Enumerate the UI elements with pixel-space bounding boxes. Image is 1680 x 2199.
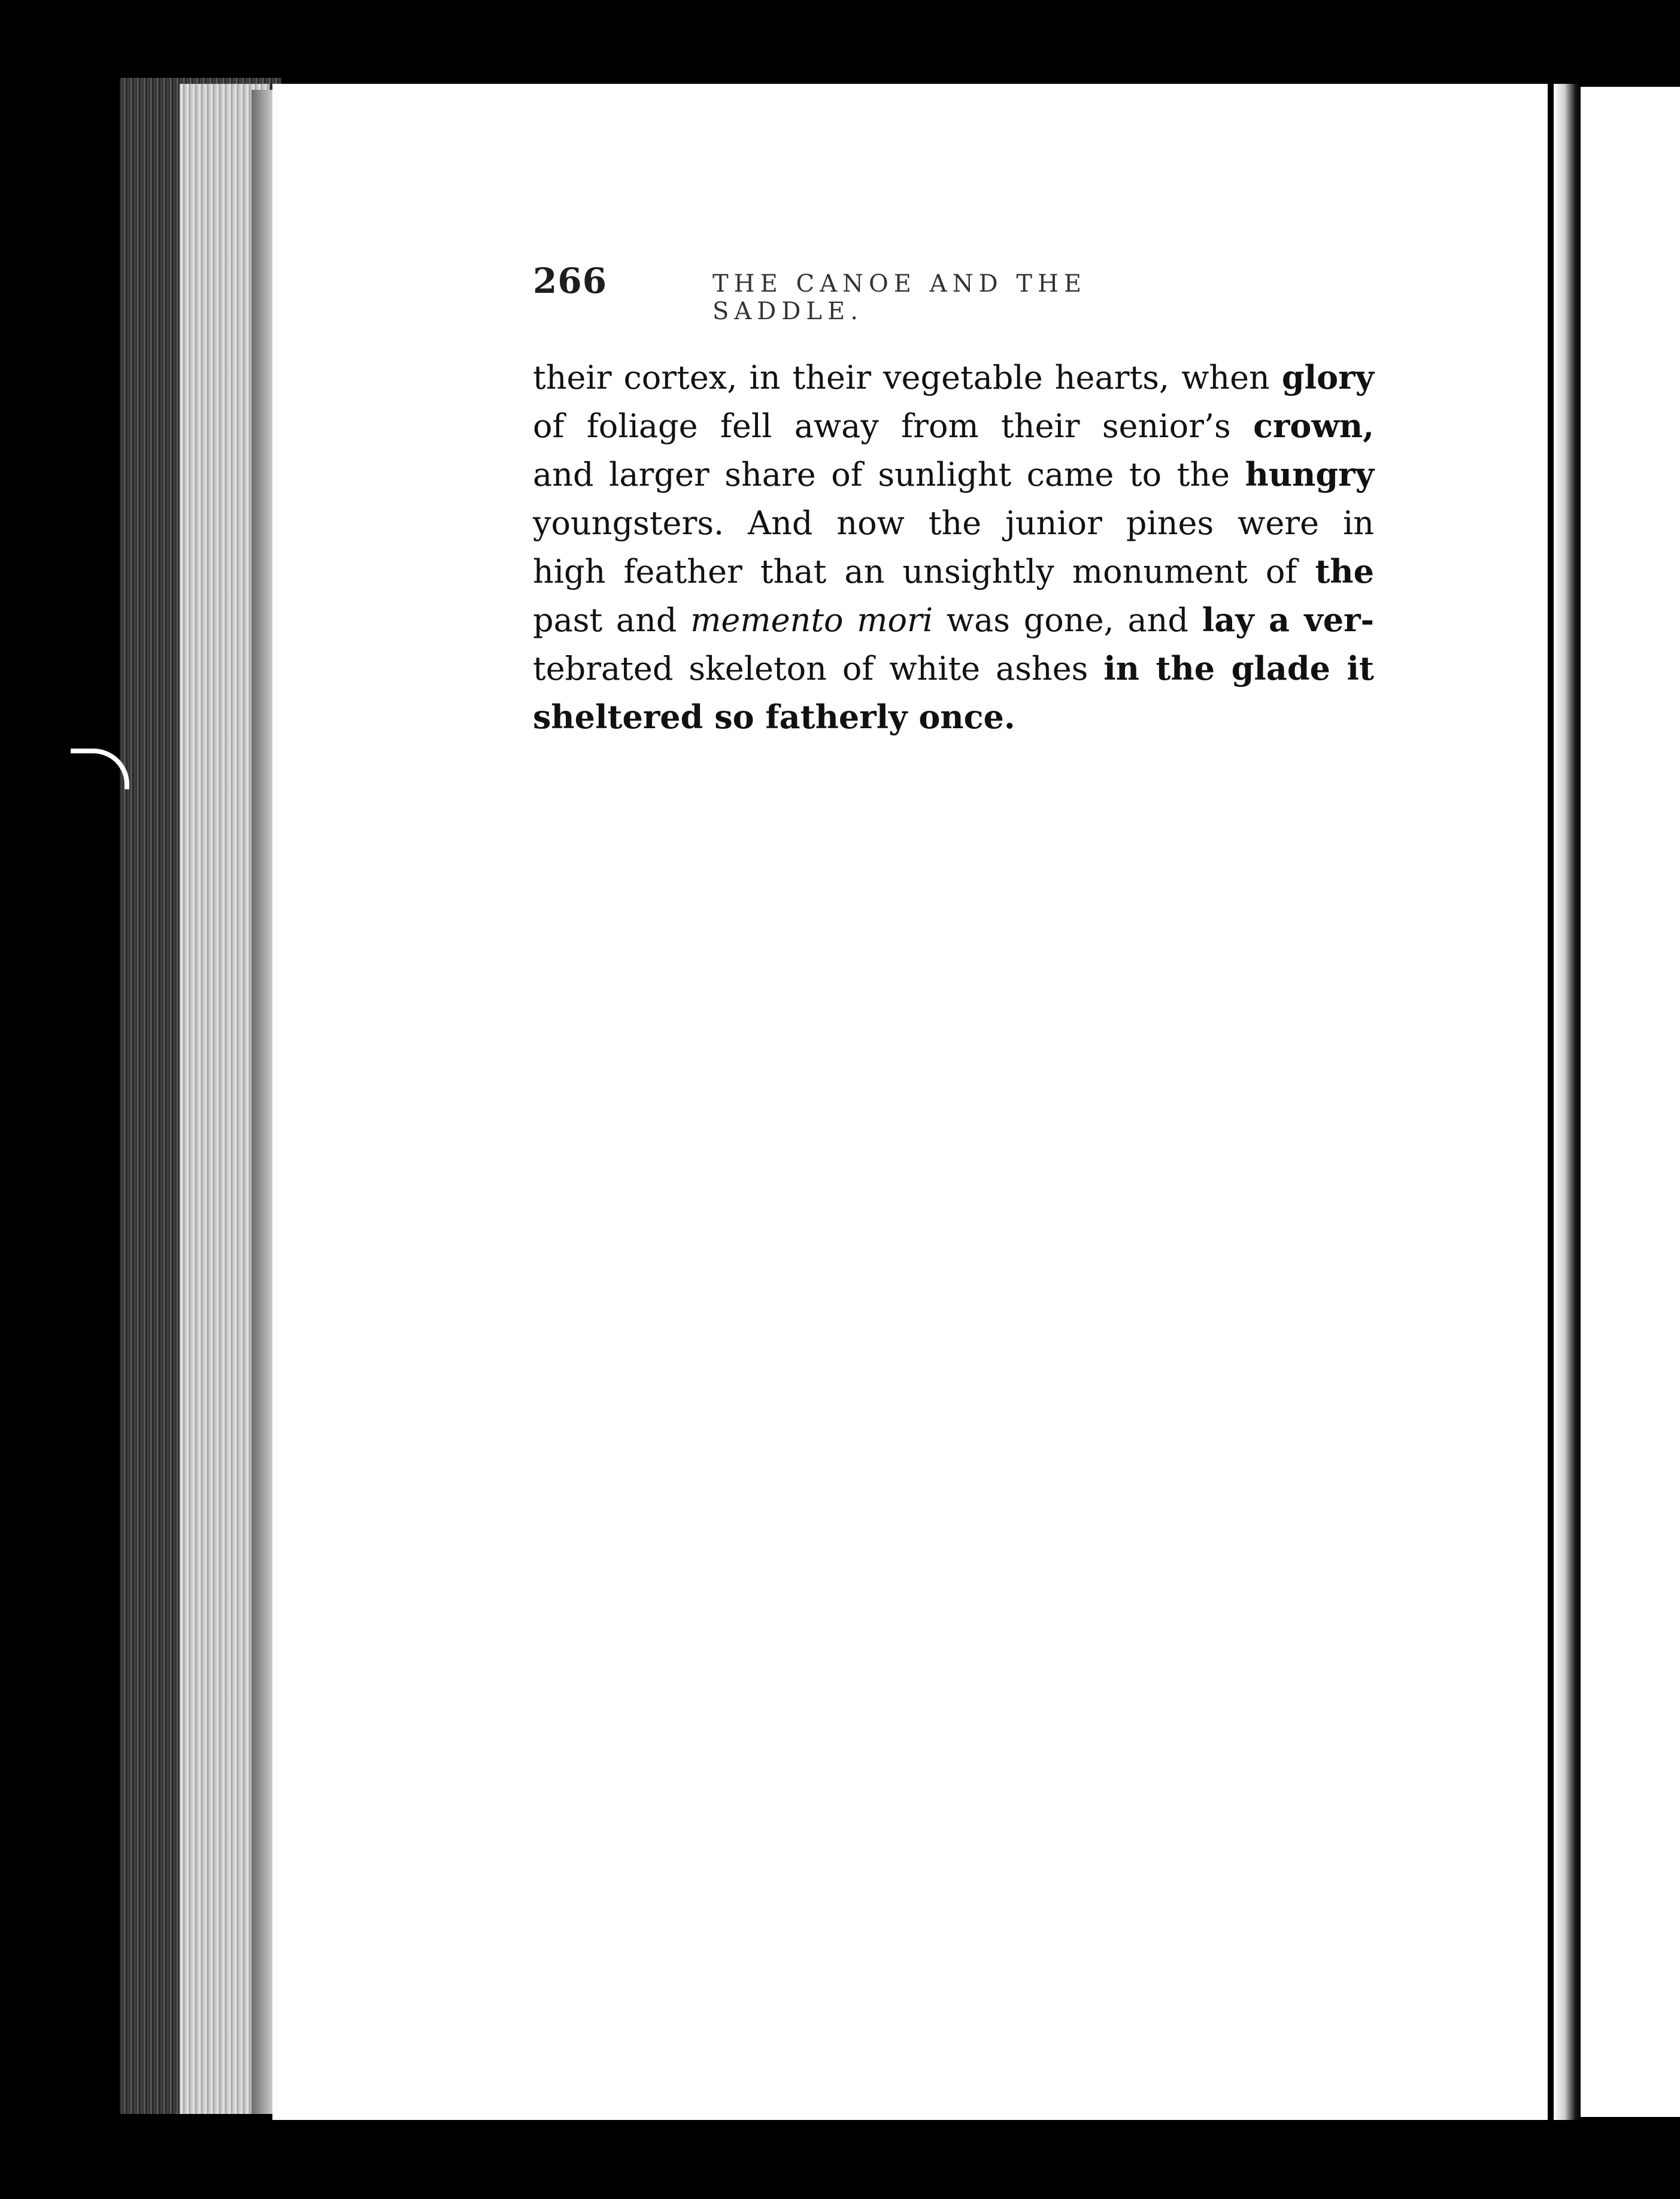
text-line-2: of foliage fell away from their senior’s crown, — [533, 407, 1374, 445]
page-gutter — [251, 90, 275, 2114]
page-number: 266 — [533, 261, 608, 301]
facing-page — [1581, 87, 1680, 2117]
body-text — [533, 353, 1374, 741]
text-line-5: high feather that an unsightly monument of the — [533, 552, 1374, 590]
text-line-4: youngsters. And now the junior pines were in — [533, 504, 1374, 542]
page-edge-shadow — [1554, 84, 1581, 2120]
running-head — [533, 261, 1203, 325]
text-line-6: past and memento mori was gone, and lay a ver- — [533, 601, 1374, 639]
running-title: THE CANOE AND THE SADDLE. — [712, 270, 1087, 325]
text-line-8: sheltered so fatherly once. — [533, 698, 1015, 736]
text-line-7: tebrated skeleton of white ashes in the glade it — [533, 649, 1374, 687]
text-line-3: and larger share of sunlight came to the hungry — [533, 455, 1374, 493]
text-line-1: their cortex, in their vegetable hearts, when glory — [533, 358, 1374, 396]
